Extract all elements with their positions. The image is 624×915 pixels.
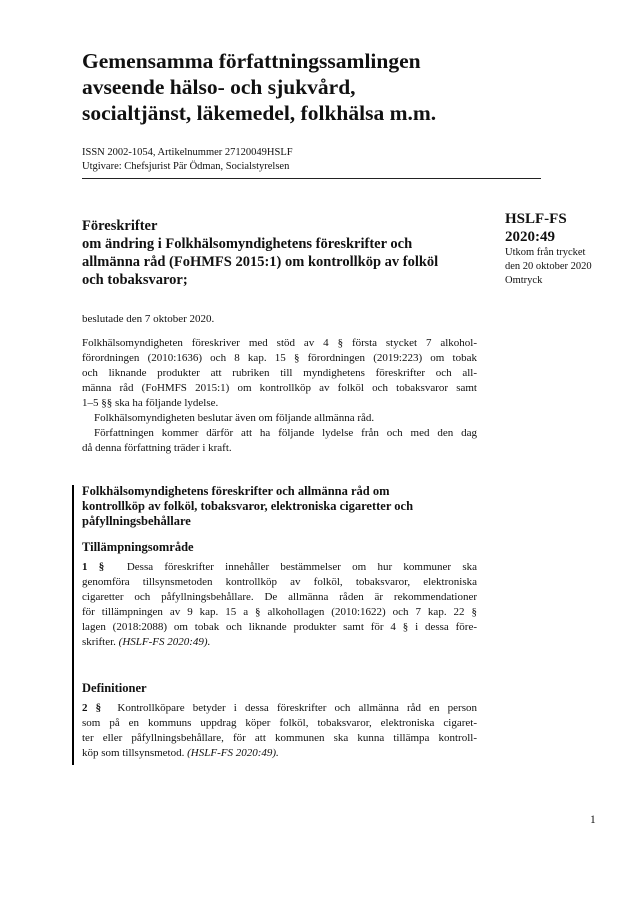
collection-title-line: socialtjänst, läkemedel, folkhälsa m.m. (82, 101, 437, 125)
section-line: ter eller påfyllningsbehållare, för att kommunen ska kunna tillämpa kontroll- (82, 732, 477, 744)
section-line: som på en kommuns uppdrag köper folköl, tobaksvaror, elektroniska cigaret- (82, 717, 477, 729)
intro-paragraph (82, 336, 477, 456)
section-heading-scope: Tillämpningsområde (82, 540, 194, 554)
section-1-paragraph (82, 560, 477, 650)
amendment-reference: (HSLF-FS 2020:49). (118, 636, 211, 648)
regulations-title-line: Folkhälsomyndighetens föreskrifter och allmänna råd om (82, 484, 390, 498)
section-text: skrifter. (82, 636, 119, 648)
section-text: köp som tillsynsmetod. (82, 747, 188, 759)
amendment-reference: (HSLF-FS 2020:49). (187, 747, 279, 759)
section-line (82, 701, 477, 716)
reprint-note: Omtryck (505, 275, 543, 286)
decision-date: beslutade den 7 oktober 2020. (82, 313, 215, 325)
series-code: HSLF-FS (505, 211, 567, 227)
section-line (82, 746, 477, 761)
change-marker-bar (72, 485, 74, 765)
intro-line: och liknande produkter att rubriken till myndighetens föreskrifter och all- (82, 367, 477, 379)
regulations-title-line: kontrollköp av folköl, tobaksvaror, elektroniska cigaretter och (82, 499, 414, 513)
intro-line: Folkhälsomyndigheten föreskriver med stöd av 4 § första stycket 7 alkohol- (82, 337, 477, 349)
regulations-title-line: påfyllningsbehållare (82, 514, 191, 528)
section-text: Kontrollköpare betyder i dessa föreskrifter och allmänna råd en person (117, 702, 477, 714)
document-heading-line: om ändring i Folkhälsomyndighetens föreskrifter och (82, 236, 413, 252)
sidebar-document-code (505, 210, 605, 288)
intro-line: Författningen kommer därför att ha följande lydelse från och med den dag (94, 427, 477, 439)
document-heading (82, 217, 492, 289)
regulations-title (82, 484, 482, 529)
paragraph-number: 1 § (82, 561, 105, 573)
section-line (82, 635, 477, 650)
section-line (82, 560, 477, 575)
issn-line: ISSN 2002-1054, Artikelnummer 27120049HSLF (82, 147, 293, 158)
publisher-line: Utgivare: Chefsjurist Pär Ödman, Socialstyrelsen (82, 161, 290, 172)
intro-line: då denna författning träder i kraft. (82, 442, 232, 454)
section-line: för tillämpningen av 9 kap. 15 a § alkohollagen (2010:1622) och 7 kap. 22 § (82, 606, 477, 618)
document-heading-line: allmänna råd (FoHMFS 2015:1) om kontrollköp av folköl (82, 254, 439, 270)
published-note: Utkom från trycket (505, 247, 586, 258)
intro-line: Folkhälsomyndigheten beslutar även om följande allmänna råd. (94, 412, 375, 424)
section-line: genomföra tillsynsmetoden kontrollköp av folköl, tobaksvaror, elektroniska (82, 576, 477, 588)
page-number: 1 (590, 814, 596, 826)
intro-line: förordningen (2010:1636) och 8 kap. 15 § förordningen (2019:223) om tobak (82, 352, 477, 364)
collection-title-line: Gemensamma författningssamlingen (82, 49, 421, 73)
intro-line: männa råd (FoHMFS 2015:1) om kontrollköp av folköl och tobaksvaror samt (82, 382, 477, 394)
section-line: lagen (2018:2088) om tobak och liknande produkter samt för 4 § i dessa före- (82, 621, 477, 633)
section-2-paragraph (82, 701, 477, 761)
header-divider (82, 178, 541, 179)
document-heading-line: och tobaksvaror; (82, 272, 188, 288)
collection-title-line: avseende hälso- och sjukvård, (82, 75, 356, 99)
intro-line: 1–5 §§ ska ha följande lydelse. (82, 397, 219, 409)
paragraph-number: 2 § (82, 702, 102, 714)
document-heading-line: Föreskrifter (82, 218, 158, 234)
section-heading-definitions: Definitioner (82, 681, 147, 695)
series-number: 2020:49 (505, 229, 555, 245)
section-text: Dessa föreskrifter innehåller bestämmelser om hur kommuner ska (126, 561, 478, 573)
collection-title (82, 48, 582, 126)
section-line: cigaretter och påfyllningsbehållare. De allmänna råden är rekommendationer (82, 591, 477, 603)
published-date: den 20 oktober 2020 (505, 261, 592, 272)
